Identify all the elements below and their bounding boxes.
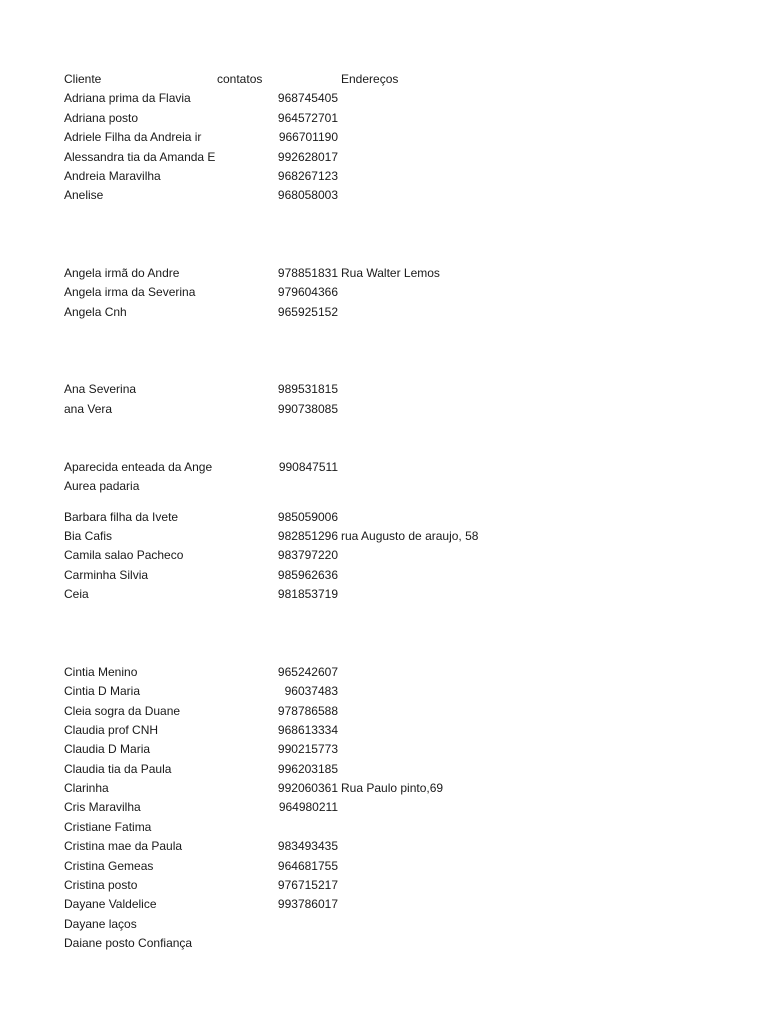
- contact-phone-cell[interactable]: 965242607: [277, 664, 338, 679]
- table-row: [64, 400, 704, 419]
- client-name-cell[interactable]: Claudia tia da Paula: [64, 761, 172, 776]
- client-name-cell[interactable]: Aparecida enteada da Ange: [64, 459, 213, 474]
- table-row: [64, 527, 704, 546]
- contact-phone-cell[interactable]: 96037483: [284, 684, 338, 699]
- table-row: [64, 818, 704, 837]
- table-row: [64, 721, 704, 740]
- table-row: [64, 264, 704, 283]
- address-cell[interactable]: [341, 740, 701, 759]
- client-name-cell[interactable]: Carminha Silvia: [64, 567, 149, 582]
- empty-row: [64, 322, 704, 341]
- contact-phone-cell[interactable]: [217, 934, 338, 953]
- address-cell[interactable]: [341, 400, 701, 419]
- client-name-cell[interactable]: Cintia D Maria: [64, 684, 141, 699]
- table-row: [64, 283, 704, 302]
- address-cell[interactable]: [341, 934, 701, 953]
- header-enderecos[interactable]: Endereços: [341, 72, 399, 86]
- table-row: [64, 585, 704, 604]
- address-cell[interactable]: rua Augusto de araujo, 58: [341, 528, 479, 543]
- client-name-cell[interactable]: Cintia Menino: [64, 664, 138, 679]
- table-row: [64, 740, 704, 759]
- client-name-cell[interactable]: Cristina mae da Paula: [64, 839, 183, 854]
- contact-phone-cell[interactable]: 993786017: [277, 897, 338, 912]
- contact-phone-cell[interactable]: 983797220: [277, 548, 338, 563]
- address-cell[interactable]: [341, 109, 701, 128]
- client-name-cell[interactable]: Bia Cafis: [64, 528, 113, 543]
- table-row: [64, 798, 704, 817]
- table-row: [64, 303, 704, 322]
- client-name-cell[interactable]: Adriana prima da Flavia: [64, 91, 191, 106]
- table-row: [64, 915, 704, 934]
- client-name-cell[interactable]: Adriele Filha da Andreia ir: [64, 130, 202, 145]
- address-cell[interactable]: [341, 148, 701, 167]
- contact-phone-cell[interactable]: 989531815: [277, 382, 338, 397]
- contact-phone-cell[interactable]: 978851831: [277, 265, 338, 280]
- spreadsheet: [64, 70, 704, 954]
- empty-row: [64, 225, 704, 244]
- client-name-cell[interactable]: Cris Maravilha: [64, 800, 141, 815]
- client-name-cell[interactable]: Cleia sogra da Duane: [64, 703, 181, 718]
- table-row: [64, 779, 704, 798]
- table-row: [64, 546, 704, 565]
- table-row: [64, 508, 704, 527]
- contact-phone-cell[interactable]: 985962636: [277, 567, 338, 582]
- empty-row: [64, 643, 704, 662]
- address-cell[interactable]: [341, 303, 701, 322]
- client-name-cell[interactable]: Alessandra tia da Amanda E: [64, 149, 216, 164]
- contact-phone-cell[interactable]: 990215773: [277, 742, 338, 757]
- address-cell[interactable]: [341, 477, 701, 496]
- client-name-cell[interactable]: Dayane laços: [64, 916, 137, 931]
- table-row: [64, 186, 704, 205]
- client-name-cell[interactable]: Ana Severina: [64, 382, 137, 397]
- contact-phone-cell[interactable]: 981853719: [277, 587, 338, 602]
- contact-phone-cell[interactable]: 964980211: [278, 800, 338, 815]
- client-name-cell[interactable]: Anelise: [64, 188, 104, 203]
- client-name-cell[interactable]: Aurea padaria: [64, 479, 140, 494]
- client-name-cell[interactable]: Cristina posto: [64, 878, 138, 893]
- address-cell[interactable]: [341, 89, 701, 108]
- client-name-cell[interactable]: Angela Cnh: [64, 304, 127, 319]
- header-cliente[interactable]: Cliente: [64, 72, 102, 86]
- client-name-cell[interactable]: Barbara filha da Ivete: [64, 509, 179, 524]
- contact-phone-cell[interactable]: 966701190: [278, 130, 338, 145]
- client-name-cell[interactable]: Claudia prof CNH: [64, 722, 159, 737]
- address-cell[interactable]: Rua Walter Lemos: [341, 265, 440, 280]
- client-name-cell[interactable]: Angela irma da Severina: [64, 285, 196, 300]
- table-row: [64, 458, 704, 477]
- table-row: [64, 380, 704, 399]
- contact-phone-cell[interactable]: 979604366: [277, 285, 338, 300]
- address-cell[interactable]: [341, 721, 701, 740]
- client-name-cell[interactable]: Clarinha: [64, 781, 109, 796]
- address-cell[interactable]: [341, 380, 701, 399]
- empty-row: [64, 497, 704, 508]
- table-row: [64, 682, 704, 701]
- table-row: [64, 934, 704, 953]
- address-cell[interactable]: [341, 566, 701, 585]
- contact-phone-cell[interactable]: [217, 915, 338, 934]
- address-cell[interactable]: [341, 128, 701, 147]
- table-row: [64, 663, 704, 682]
- address-cell[interactable]: [341, 508, 701, 527]
- contact-phone-cell[interactable]: 978786588: [277, 703, 338, 718]
- empty-row: [64, 245, 704, 264]
- address-cell[interactable]: [341, 857, 701, 876]
- table-row: [64, 148, 704, 167]
- address-cell[interactable]: [341, 818, 701, 837]
- table-row: [64, 857, 704, 876]
- contact-phone-cell[interactable]: 964572701: [277, 110, 338, 125]
- address-cell[interactable]: [341, 167, 701, 186]
- empty-row: [64, 438, 704, 457]
- address-cell[interactable]: [341, 458, 701, 477]
- table-row: [64, 477, 704, 496]
- address-cell[interactable]: [341, 876, 701, 895]
- header-contatos[interactable]: contatos: [217, 72, 263, 86]
- address-cell[interactable]: [341, 895, 701, 914]
- contact-phone-cell[interactable]: 968745405: [277, 91, 338, 106]
- client-name-cell[interactable]: Cristiane Fatima: [64, 819, 152, 834]
- table-row: [64, 89, 704, 108]
- client-name-cell[interactable]: Angela irmã do Andre: [64, 265, 180, 280]
- address-cell[interactable]: [341, 663, 701, 682]
- contact-phone-cell[interactable]: 968613334: [277, 722, 338, 737]
- address-cell[interactable]: [341, 186, 701, 205]
- client-name-cell[interactable]: Dayane Valdelice: [64, 897, 157, 912]
- table-body: [64, 89, 704, 953]
- address-cell[interactable]: [341, 837, 701, 856]
- table-row: [64, 895, 704, 914]
- table-row: [64, 760, 704, 779]
- contact-phone-cell[interactable]: 983493435: [277, 839, 338, 854]
- address-cell[interactable]: [341, 798, 701, 817]
- empty-row: [64, 419, 704, 438]
- table-row: [64, 128, 704, 147]
- address-cell[interactable]: [341, 915, 701, 934]
- contact-phone-cell[interactable]: 990847511: [278, 459, 338, 474]
- table-row: [64, 167, 704, 186]
- address-cell[interactable]: [341, 760, 701, 779]
- contact-phone-cell[interactable]: 982851296: [277, 528, 338, 543]
- contact-phone-cell[interactable]: 992628017: [277, 149, 338, 164]
- contact-phone-cell[interactable]: [217, 477, 338, 496]
- contact-phone-cell[interactable]: 976715217: [277, 878, 338, 893]
- client-name-cell[interactable]: Adriana posto: [64, 110, 139, 125]
- header-row: [64, 70, 704, 89]
- contact-phone-cell[interactable]: [217, 818, 338, 837]
- client-name-cell[interactable]: Camila salao Pacheco: [64, 548, 184, 563]
- contact-phone-cell[interactable]: 968058003: [277, 188, 338, 203]
- contact-phone-cell[interactable]: 990738085: [277, 401, 338, 416]
- client-name-cell[interactable]: ana Vera: [64, 401, 113, 416]
- client-name-cell[interactable]: Cristina Gemeas: [64, 858, 154, 873]
- address-cell[interactable]: [341, 585, 701, 604]
- contact-phone-cell[interactable]: 996203185: [277, 761, 338, 776]
- empty-row: [64, 341, 704, 360]
- empty-row: [64, 605, 704, 624]
- contact-phone-cell[interactable]: 992060361: [277, 781, 338, 796]
- address-cell[interactable]: Rua Paulo pinto,69: [341, 781, 444, 796]
- table-row: [64, 566, 704, 585]
- contact-phone-cell[interactable]: 968267123: [277, 168, 338, 183]
- contact-phone-cell[interactable]: 985059006: [277, 509, 338, 524]
- address-cell[interactable]: [341, 283, 701, 302]
- client-name-cell[interactable]: Ceia: [64, 587, 89, 602]
- client-name-cell[interactable]: Claudia D Maria: [64, 742, 151, 757]
- contact-phone-cell[interactable]: 965925152: [277, 304, 338, 319]
- contact-phone-cell[interactable]: 964681755: [277, 858, 338, 873]
- address-cell[interactable]: [341, 702, 701, 721]
- address-cell[interactable]: [341, 546, 701, 565]
- empty-row: [64, 361, 704, 380]
- table-row: [64, 109, 704, 128]
- client-name-cell[interactable]: Daiane posto Confiança: [64, 936, 193, 951]
- table-row: [64, 876, 704, 895]
- table-row: [64, 702, 704, 721]
- client-name-cell[interactable]: Andreia Maravilha: [64, 168, 161, 183]
- address-cell[interactable]: [341, 682, 701, 701]
- table-row: [64, 837, 704, 856]
- empty-row: [64, 206, 704, 225]
- empty-row: [64, 624, 704, 643]
